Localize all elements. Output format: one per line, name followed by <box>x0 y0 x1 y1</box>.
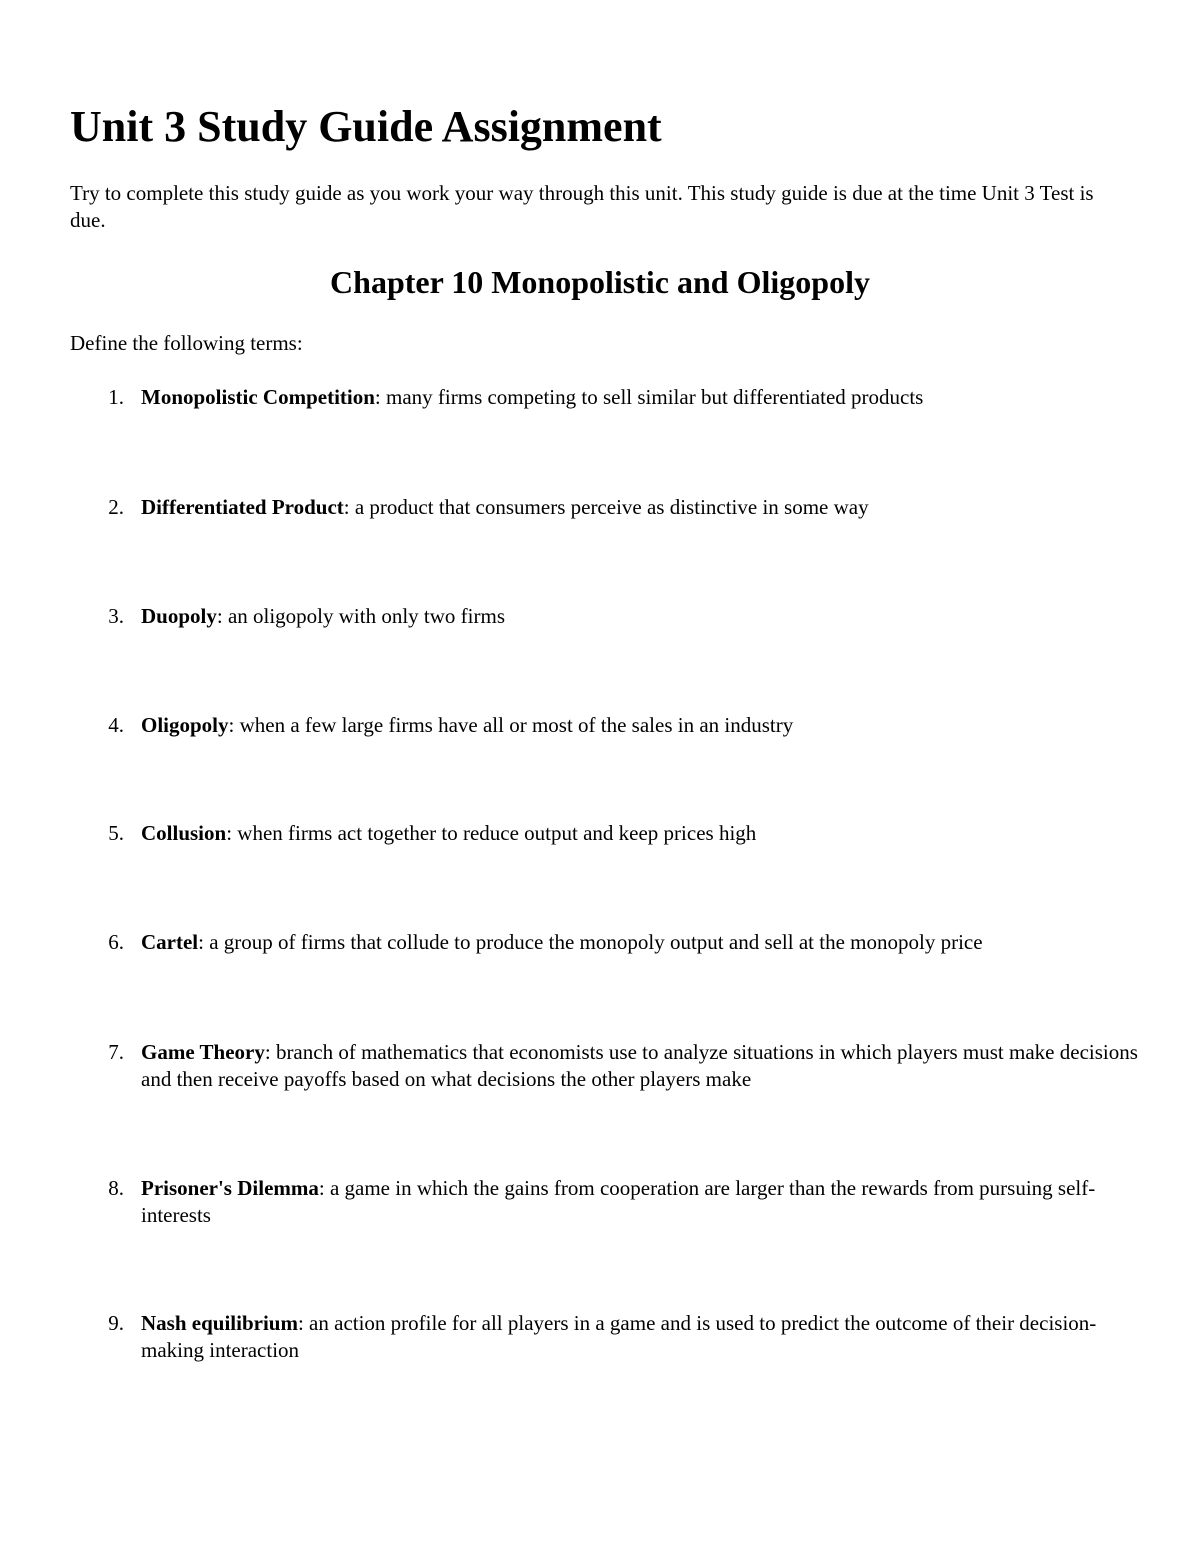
term-name: Collusion <box>141 821 227 845</box>
term-definition: : an oligopoly with only two firms <box>216 604 506 628</box>
term-entry <box>141 820 1141 847</box>
term-entry <box>141 1039 1141 1093</box>
item-number: 4. <box>108 713 124 737</box>
item-number: 3. <box>108 604 124 628</box>
term-name: Game Theory <box>141 1040 265 1064</box>
instructions-text: Define the following terms: <box>70 331 303 355</box>
term-definition: : when firms act together to reduce output and keep prices high <box>226 821 757 845</box>
term-name: Cartel <box>141 930 199 954</box>
term-entry <box>141 603 1141 630</box>
term-definition: : when a few large firms have all or most of the sales in an industry <box>228 713 794 737</box>
term-entry <box>141 1310 1141 1364</box>
item-number: 5. <box>108 821 124 845</box>
term-entry <box>141 384 1141 411</box>
item-number: 2. <box>108 495 124 519</box>
term-entry <box>141 929 1141 956</box>
term-entry <box>141 712 1141 739</box>
term-definition: : branch of mathematics that economists use to analyze situations in which players must make decisions and then receive payoffs based on what decisions the other players make <box>141 1040 1138 1091</box>
term-definition: : a product that consumers perceive as distinctive in some way <box>343 495 869 519</box>
chapter-heading: Chapter 10 Monopolistic and Oligopoly <box>330 264 870 300</box>
term-definition: : an action profile for all players in a game and is used to predict the outcome of their decision-making interaction <box>141 1311 1097 1362</box>
term-definition: : many firms competing to sell similar but differentiated products <box>374 385 924 409</box>
page-title: Unit 3 Study Guide Assignment <box>70 102 662 151</box>
item-number: 9. <box>108 1311 124 1335</box>
item-number: 8. <box>108 1176 124 1200</box>
item-number: 1. <box>108 385 124 409</box>
term-name: Prisoner's Dilemma <box>141 1176 319 1200</box>
term-name: Duopoly <box>141 604 217 628</box>
intro-paragraph: Try to complete this study guide as you work your way through this unit. This study guide is due at the time Unit 3 Test is due. <box>70 181 1094 232</box>
item-number: 7. <box>108 1040 124 1064</box>
item-number: 6. <box>108 930 124 954</box>
term-definition: : a group of firms that collude to produce the monopoly output and sell at the monopoly price <box>198 930 983 954</box>
term-name: Nash equilibrium <box>141 1311 298 1335</box>
term-definition: : a game in which the gains from cooperation are larger than the rewards from pursuing self-interests <box>141 1176 1096 1227</box>
term-entry <box>141 494 1141 521</box>
term-entry <box>141 1175 1141 1229</box>
term-name: Differentiated Product <box>141 495 344 519</box>
term-name: Oligopoly <box>141 713 229 737</box>
term-name: Monopolistic Competition <box>141 385 375 409</box>
